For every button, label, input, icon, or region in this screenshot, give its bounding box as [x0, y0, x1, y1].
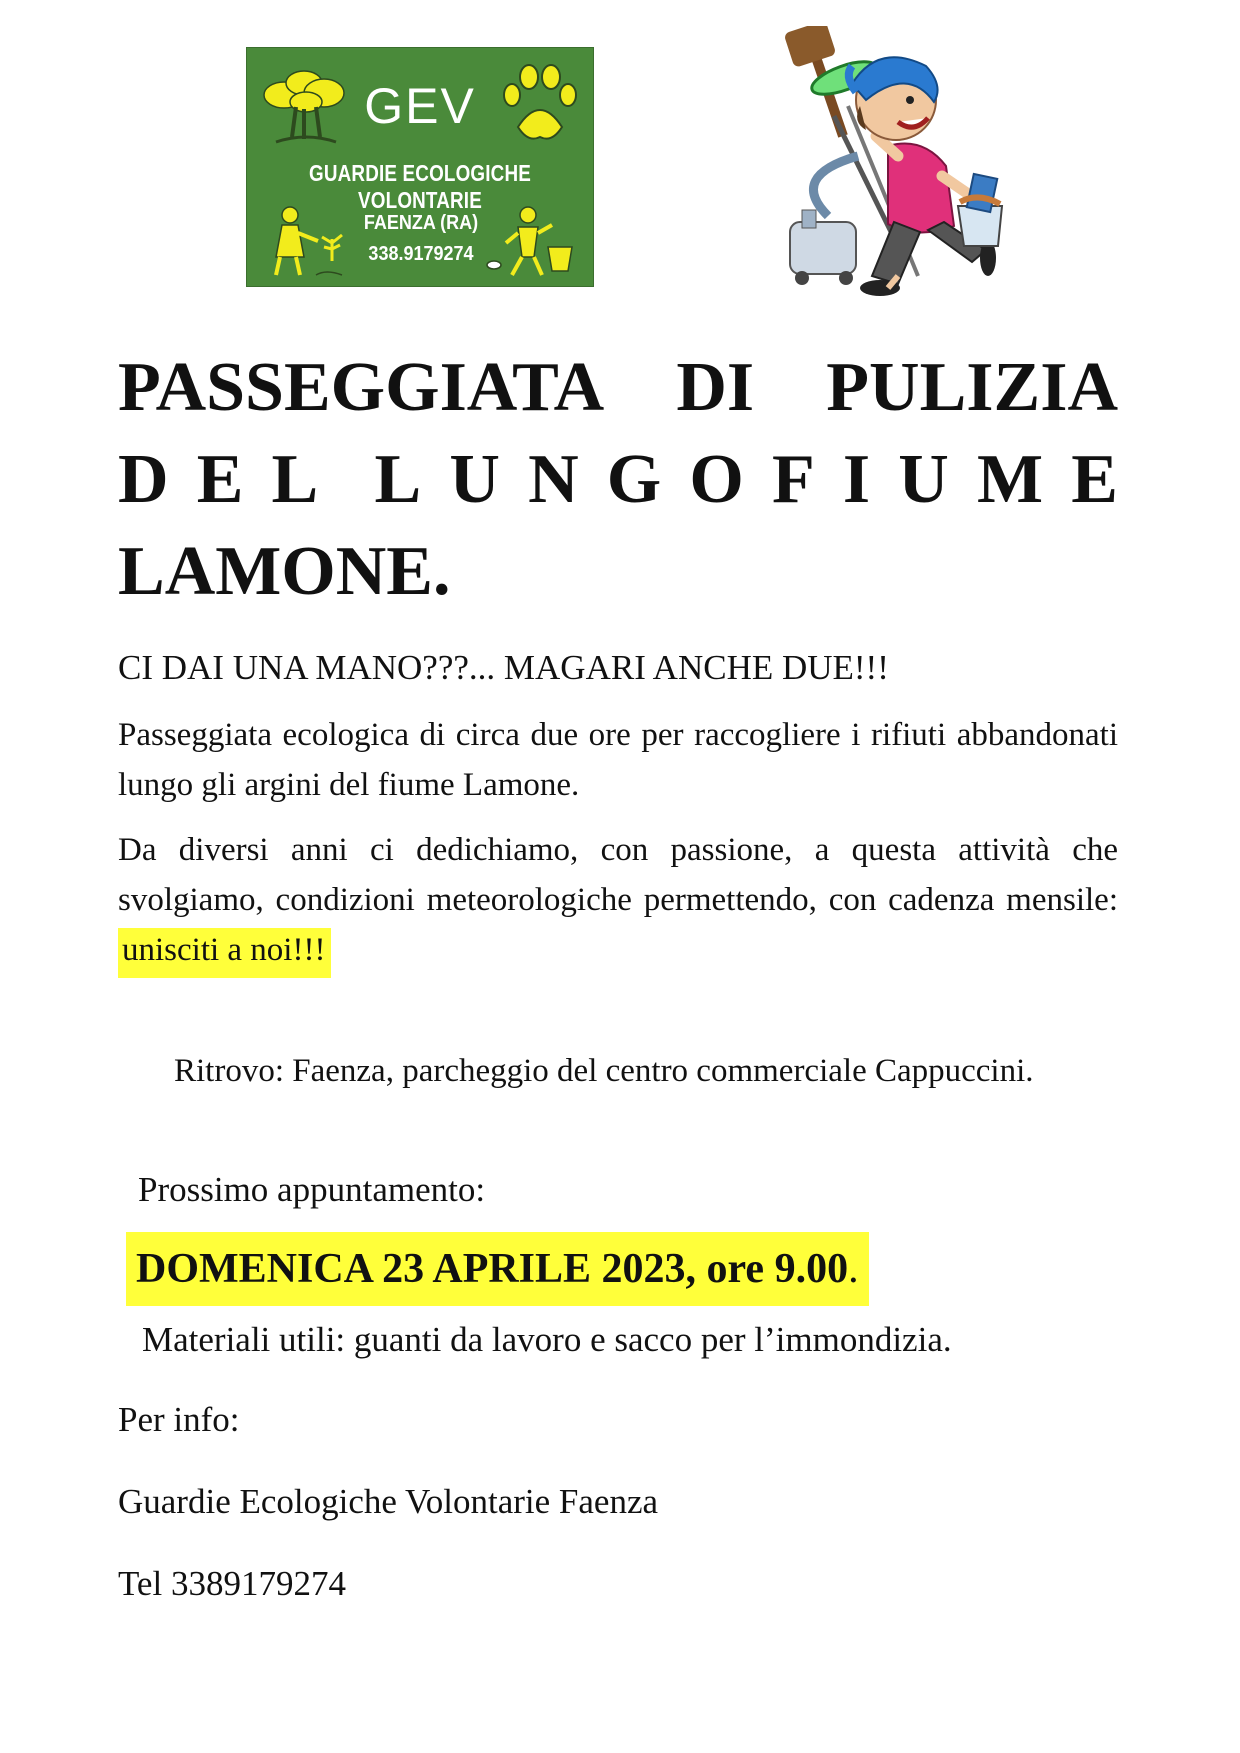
activity-paragraph: [118, 825, 1118, 975]
subtitle: CI DAI UNA MANO???... MAGARI ANCHE DUE!!!: [118, 648, 889, 687]
title-letter: O: [689, 441, 744, 518]
title-letter: G: [606, 441, 662, 518]
title-line-1: [118, 342, 1118, 434]
date-period: .: [848, 1246, 859, 1292]
materials-needed: Materiali utili: guanti da lavoro e sacco per l’immondizia.: [142, 1320, 952, 1359]
logo-phone: 338.9179274: [368, 243, 474, 265]
title-letter: U: [898, 441, 949, 518]
title-letter: L: [271, 441, 319, 518]
description-paragraph: Passeggiata ecologica di circa due ore per raccogliere i rifiuti abbandonati lungo gli argini del fiume Lamone.: [118, 717, 1118, 803]
title-letter: D: [118, 441, 169, 518]
meeting-point: Ritrovo: Faenza, parcheggio del centro commerciale Cappuccini.: [174, 1053, 1034, 1089]
logo-city: FAENZA (RA): [363, 212, 479, 234]
title-letter: E: [196, 441, 244, 518]
title-letter: U: [449, 441, 500, 518]
title-word: DI: [676, 349, 755, 426]
title-letter: E: [1071, 441, 1118, 518]
logo-subtitle: GUARDIE ECOLOGICHE VOLONTARIE: [309, 160, 531, 213]
date-text: DOMENICA 23 APRILE 2023, ore 9.00: [136, 1246, 849, 1292]
info-organization: Guardie Ecologiche Volontarie Faenza: [118, 1482, 659, 1521]
logo-title: GEV: [364, 78, 476, 134]
activity-text: Da diversi anni ci dedichiamo, con passione, a questa attività che svolgiamo, condizioni meteorologiche permettendo, con cadenza mensile:: [118, 832, 1118, 918]
title-letter: M: [976, 441, 1044, 518]
page-title: [118, 342, 1118, 618]
title-letter: F: [771, 441, 815, 518]
title-word: PASSEGGIATA: [118, 349, 605, 426]
join-us-highlight: unisciti a noi!!!: [118, 928, 331, 978]
title-line-2: [118, 434, 1118, 526]
title-letter: N: [528, 441, 579, 518]
title-letter: L: [374, 441, 422, 518]
cleaning-woman-icon: [748, 26, 1038, 308]
title-word: PULIZIA: [826, 349, 1118, 426]
cleaning-woman-illustration: [748, 26, 1038, 308]
gev-logo: [246, 47, 594, 287]
info-label: Per info:: [118, 1400, 240, 1439]
title-line-3: LAMONE.: [118, 533, 451, 610]
info-phone: Tel 3389179274: [118, 1564, 346, 1603]
next-appointment-label: Prossimo appuntamento:: [138, 1170, 486, 1209]
title-letter: I: [842, 441, 871, 518]
next-appointment-date: [126, 1232, 869, 1306]
